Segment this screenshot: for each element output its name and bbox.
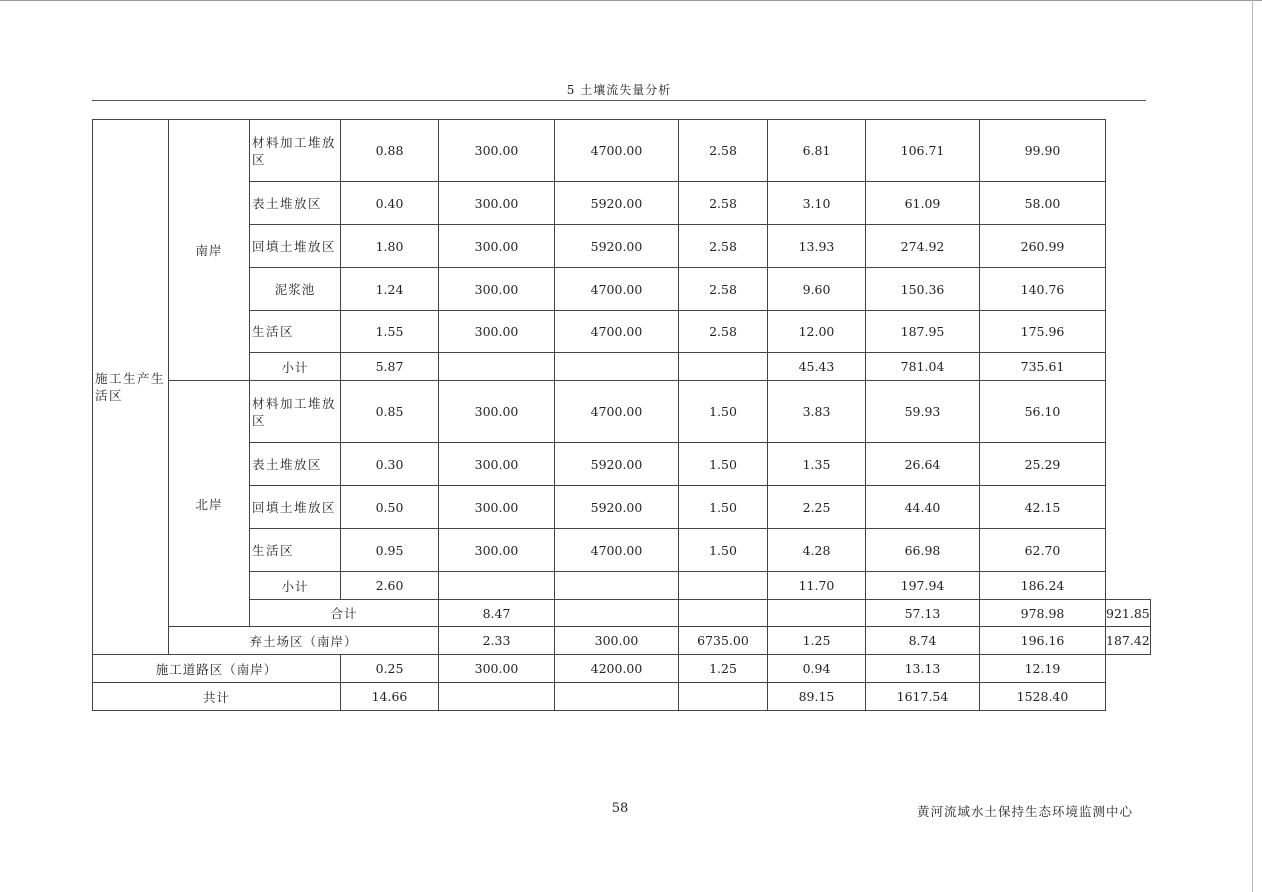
cell: 735.61 <box>980 353 1106 381</box>
table-row <box>93 120 1151 182</box>
subtotal-row <box>93 353 1151 381</box>
cell: 300.00 <box>439 311 555 353</box>
cell: 61.09 <box>866 182 980 225</box>
cell: 4.28 <box>768 529 866 572</box>
cell: 99.90 <box>980 120 1106 182</box>
cell: 66.98 <box>866 529 980 572</box>
cell: 12.00 <box>768 311 866 353</box>
cell: 13.93 <box>768 225 866 268</box>
cell: 781.04 <box>866 353 980 381</box>
page-number: 58 <box>611 801 629 816</box>
cell <box>679 572 768 600</box>
cell: 1528.40 <box>980 683 1106 711</box>
row-label: 表土堆放区 <box>250 443 341 486</box>
cell: 56.10 <box>980 381 1106 443</box>
cell: 44.40 <box>866 486 980 529</box>
cell: 5920.00 <box>555 182 679 225</box>
cell: 0.94 <box>768 655 866 683</box>
cell: 59.93 <box>866 381 980 443</box>
subtotal-label: 小计 <box>250 572 341 600</box>
cell: 2.60 <box>341 572 439 600</box>
cell: 14.66 <box>341 683 439 711</box>
cell: 2.58 <box>679 311 768 353</box>
cell: 4700.00 <box>555 381 679 443</box>
page-header-title: 5 土壤流失量分析 <box>566 83 672 97</box>
heji-label: 合计 <box>250 600 439 627</box>
cell: 0.40 <box>341 182 439 225</box>
cell: 0.88 <box>341 120 439 182</box>
cell: 0.50 <box>341 486 439 529</box>
table-row <box>93 627 1151 655</box>
cell <box>679 683 768 711</box>
cell: 5.87 <box>341 353 439 381</box>
cell: 300.00 <box>439 268 555 311</box>
table-row <box>93 655 1151 683</box>
total-row <box>93 600 1151 627</box>
cell: 150.36 <box>866 268 980 311</box>
cell <box>555 572 679 600</box>
cell: 300.00 <box>439 182 555 225</box>
subtotal-label: 小计 <box>250 353 341 381</box>
table-row <box>93 268 1151 311</box>
cell: 197.94 <box>866 572 980 600</box>
cell: 1.50 <box>679 486 768 529</box>
cell: 1.50 <box>679 381 768 443</box>
cell: 5920.00 <box>555 486 679 529</box>
cell: 4700.00 <box>555 120 679 182</box>
cell: 274.92 <box>866 225 980 268</box>
table-row <box>93 381 1151 443</box>
cell: 978.98 <box>980 600 1106 627</box>
cell: 2.58 <box>679 182 768 225</box>
cell <box>555 683 679 711</box>
cell: 4700.00 <box>555 268 679 311</box>
page-right-border <box>1252 0 1253 892</box>
cell: 300.00 <box>439 381 555 443</box>
soil-loss-table <box>92 119 1151 711</box>
cell: 11.70 <box>768 572 866 600</box>
cell: 175.96 <box>980 311 1106 353</box>
cell: 1.50 <box>679 443 768 486</box>
cell: 300.00 <box>439 486 555 529</box>
cell: 0.25 <box>341 655 439 683</box>
cell: 42.15 <box>980 486 1106 529</box>
table-row <box>93 182 1151 225</box>
cell: 0.95 <box>341 529 439 572</box>
cell: 3.10 <box>768 182 866 225</box>
table-row <box>93 443 1151 486</box>
cell: 300.00 <box>439 529 555 572</box>
cell: 186.24 <box>980 572 1106 600</box>
cell <box>555 600 679 627</box>
cell: 300.00 <box>439 655 555 683</box>
cell: 6735.00 <box>679 627 768 655</box>
cell: 4200.00 <box>555 655 679 683</box>
table-row <box>93 529 1151 572</box>
grand-total-row <box>93 683 1151 711</box>
cell: 25.29 <box>980 443 1106 486</box>
cell: 1.24 <box>341 268 439 311</box>
cell: 3.83 <box>768 381 866 443</box>
cell: 13.13 <box>866 655 980 683</box>
cell: 1617.54 <box>866 683 980 711</box>
cell: 2.25 <box>768 486 866 529</box>
row-label: 生活区 <box>250 529 341 572</box>
cell: 1.80 <box>341 225 439 268</box>
cell: 4700.00 <box>555 311 679 353</box>
table-row <box>93 486 1151 529</box>
cell: 2.58 <box>679 120 768 182</box>
cell: 2.58 <box>679 268 768 311</box>
cell <box>439 683 555 711</box>
cell: 1.25 <box>679 655 768 683</box>
cell: 921.85 <box>1106 600 1151 627</box>
row-label: 表土堆放区 <box>250 182 341 225</box>
cell: 187.95 <box>866 311 980 353</box>
cell: 6.81 <box>768 120 866 182</box>
cell: 140.76 <box>980 268 1106 311</box>
cell: 45.43 <box>768 353 866 381</box>
cell: 9.60 <box>768 268 866 311</box>
cell: 57.13 <box>866 600 980 627</box>
row-label: 回填土堆放区 <box>250 486 341 529</box>
cell: 89.15 <box>768 683 866 711</box>
cell: 106.71 <box>866 120 980 182</box>
cell: 5920.00 <box>555 443 679 486</box>
cell: 1.55 <box>341 311 439 353</box>
row-label: 泥浆池 <box>250 268 341 311</box>
total-label: 共计 <box>93 683 341 711</box>
cell: 187.42 <box>1106 627 1151 655</box>
cell: 8.47 <box>439 600 555 627</box>
cell <box>439 353 555 381</box>
cell <box>768 600 866 627</box>
zone-label: 施工生产生活区 <box>93 120 169 655</box>
footer-organization: 黄河流域水土保持生态环境监测中心 <box>916 804 1133 819</box>
cell: 1.25 <box>768 627 866 655</box>
cell: 300.00 <box>555 627 679 655</box>
cell: 2.58 <box>679 225 768 268</box>
cell: 196.16 <box>980 627 1106 655</box>
cell: 1.35 <box>768 443 866 486</box>
cell: 5920.00 <box>555 225 679 268</box>
cell <box>439 572 555 600</box>
cell: 58.00 <box>980 182 1106 225</box>
cell: 0.30 <box>341 443 439 486</box>
cell: 62.70 <box>980 529 1106 572</box>
bank-label-south: 南岸 <box>169 120 250 381</box>
row-label: 施工道路区（南岸） <box>93 655 341 683</box>
page-top-border <box>0 0 1262 1</box>
header-rule <box>92 100 1146 101</box>
table-row <box>93 311 1151 353</box>
cell: 260.99 <box>980 225 1106 268</box>
row-label: 回填土堆放区 <box>250 225 341 268</box>
row-label: 材料加工堆放区 <box>250 381 341 443</box>
cell <box>555 353 679 381</box>
row-label: 弃土场区（南岸） <box>169 627 439 655</box>
cell: 0.85 <box>341 381 439 443</box>
cell: 12.19 <box>980 655 1106 683</box>
cell: 300.00 <box>439 443 555 486</box>
row-label: 生活区 <box>250 311 341 353</box>
cell: 8.74 <box>866 627 980 655</box>
cell: 300.00 <box>439 225 555 268</box>
cell <box>679 600 768 627</box>
cell <box>679 353 768 381</box>
bank-label-north: 北岸 <box>169 381 250 627</box>
cell: 4700.00 <box>555 529 679 572</box>
cell: 300.00 <box>439 120 555 182</box>
cell: 26.64 <box>866 443 980 486</box>
subtotal-row <box>93 572 1151 600</box>
row-label: 材料加工堆放区 <box>250 120 341 182</box>
cell: 2.33 <box>439 627 555 655</box>
cell: 1.50 <box>679 529 768 572</box>
table-row <box>93 225 1151 268</box>
